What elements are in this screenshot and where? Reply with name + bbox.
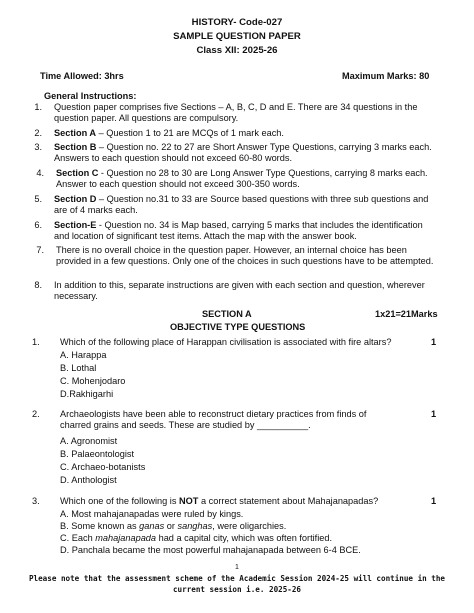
- question-mark: 1: [431, 337, 437, 347]
- question-number: 2.: [32, 409, 40, 419]
- question-text-part: Which one of the following is: [60, 496, 179, 506]
- option-text: A. Most mahajanapadas were ruled by kings.: [60, 509, 244, 519]
- question-mark: 1: [431, 409, 437, 419]
- option-a: A. Agronomist: [60, 436, 118, 446]
- question-text-part: a correct statement about Mahajanapadas?: [198, 496, 379, 506]
- instruction-bold-label: Section D: [54, 194, 97, 204]
- paper-title: SAMPLE QUESTION PAPER: [173, 31, 301, 42]
- instruction-number: 8.: [34, 280, 42, 290]
- instruction-body: There is no overall choice in the question paper. However, an internal choice has been provided in a few questions. Only one of the choices in such questions have to be attempted.: [56, 245, 434, 267]
- option-italic-term: ganas: [139, 521, 165, 531]
- option-d: D. Anthologist: [60, 475, 117, 485]
- paper-subject-code: HISTORY- Code-027: [191, 17, 283, 28]
- option-b: B. Lothal: [60, 363, 97, 373]
- instruction-number: 2.: [34, 128, 42, 138]
- question-text-emphasis: NOT: [179, 496, 199, 506]
- option-text: or: [164, 521, 178, 531]
- instructions-list: [0, 102, 474, 302]
- option-a: A. Harappa: [60, 350, 107, 360]
- section-title: SECTION A: [202, 309, 252, 319]
- instruction-text: [54, 280, 440, 303]
- instruction-bold-label: Section A: [54, 128, 97, 138]
- instruction-body: - Question no. 34 is Map based, carrying 5 marks that includes the identification and location of significant test items. Attach the map with the answer book.: [54, 220, 423, 242]
- option-d: [60, 545, 361, 555]
- instruction-body: In addition to this, separate instructions are given with each section and question, wherever necessary.: [54, 280, 425, 302]
- question-mark: 1: [431, 496, 437, 506]
- instruction-number: 5.: [34, 194, 42, 204]
- option-text: C. Each: [60, 533, 96, 543]
- instruction-body: Question paper comprises five Sections – A, B, C, D and E. There are 34 questions in the question paper. All questions are compulsory.: [54, 102, 418, 124]
- option-text: had a capital city, which was often fortified.: [156, 533, 333, 543]
- option-italic-term: mahajanapada: [95, 533, 157, 543]
- instruction-text: [54, 142, 440, 165]
- instruction-body: – Question 1 to 21 are MCQs of 1 mark each.: [96, 128, 284, 138]
- question-text: [60, 496, 378, 507]
- instructions-title: General Instructions:: [44, 91, 137, 101]
- instruction-text: [54, 220, 440, 243]
- instruction-text: [56, 245, 440, 268]
- section-marks: 1x21=21Marks: [375, 309, 438, 319]
- option-b: [60, 521, 286, 531]
- instruction-number: 4.: [36, 168, 44, 178]
- question-text: Archaeologists have been able to reconstruct dietary practices from finds of charred grains and seeds. These are studied by __________.: [60, 409, 367, 430]
- instruction-number: 3.: [34, 142, 42, 152]
- section-subtitle: OBJECTIVE TYPE QUESTIONS: [170, 322, 306, 332]
- option-c: C. Archaeo-botanists: [60, 462, 146, 472]
- instruction-text: [56, 168, 440, 191]
- paper-class: Class XII: 2025-26: [196, 45, 278, 56]
- option-d: D.Rakhigarhi: [60, 389, 114, 399]
- instruction-bold-label: Section B: [54, 142, 97, 152]
- instruction-text: [54, 128, 440, 139]
- page-number: 1: [235, 564, 239, 571]
- question-text: Which of the following place of Harappan civilisation is associated with fire altars?: [60, 337, 392, 347]
- question-number: 1.: [32, 337, 40, 347]
- footer-note: Please note that the assessment scheme of the Academic Session 2024-25 will continue in the current session i.e. 2025-26: [28, 574, 446, 594]
- instruction-bold-label: Section C: [56, 168, 99, 178]
- instruction-bold-label: Section-E: [54, 220, 97, 230]
- instruction-body: - Question no 28 to 30 are Long Answer Type Questions, carrying 8 marks each. Answer to each question should not exceed 300-350 words.: [56, 168, 428, 190]
- option-b: B. Palaeontologist: [60, 449, 135, 459]
- maximum-marks: Maximum Marks: 80: [342, 71, 430, 81]
- option-text: , were oligarchies.: [212, 521, 287, 531]
- instruction-body: – Question no. 22 to 27 are Short Answer Type Questions, carrying 3 marks each. Answers to each question should not exceed 60-80 words.: [54, 142, 432, 164]
- question-number: 3.: [32, 496, 40, 506]
- option-italic-term: sanghas: [177, 521, 213, 531]
- instruction-number: 7.: [36, 245, 44, 255]
- instruction-number: 6.: [34, 220, 42, 230]
- option-c: [60, 533, 332, 543]
- option-text: B. Some known as: [60, 521, 140, 531]
- option-c: C. Mohenjodaro: [60, 376, 126, 386]
- instruction-text: [54, 194, 440, 217]
- time-allowed: Time Allowed: 3hrs: [40, 71, 124, 81]
- option-a: [60, 509, 243, 519]
- instruction-number: 1.: [34, 102, 42, 112]
- instruction-body: – Question no.31 to 33 are Source based questions with three sub questions and are of 4 marks each.: [54, 194, 429, 216]
- instruction-text: [54, 102, 440, 125]
- option-text: D. Panchala became the most powerful mahajanapada between 6-4 BCE.: [60, 545, 361, 555]
